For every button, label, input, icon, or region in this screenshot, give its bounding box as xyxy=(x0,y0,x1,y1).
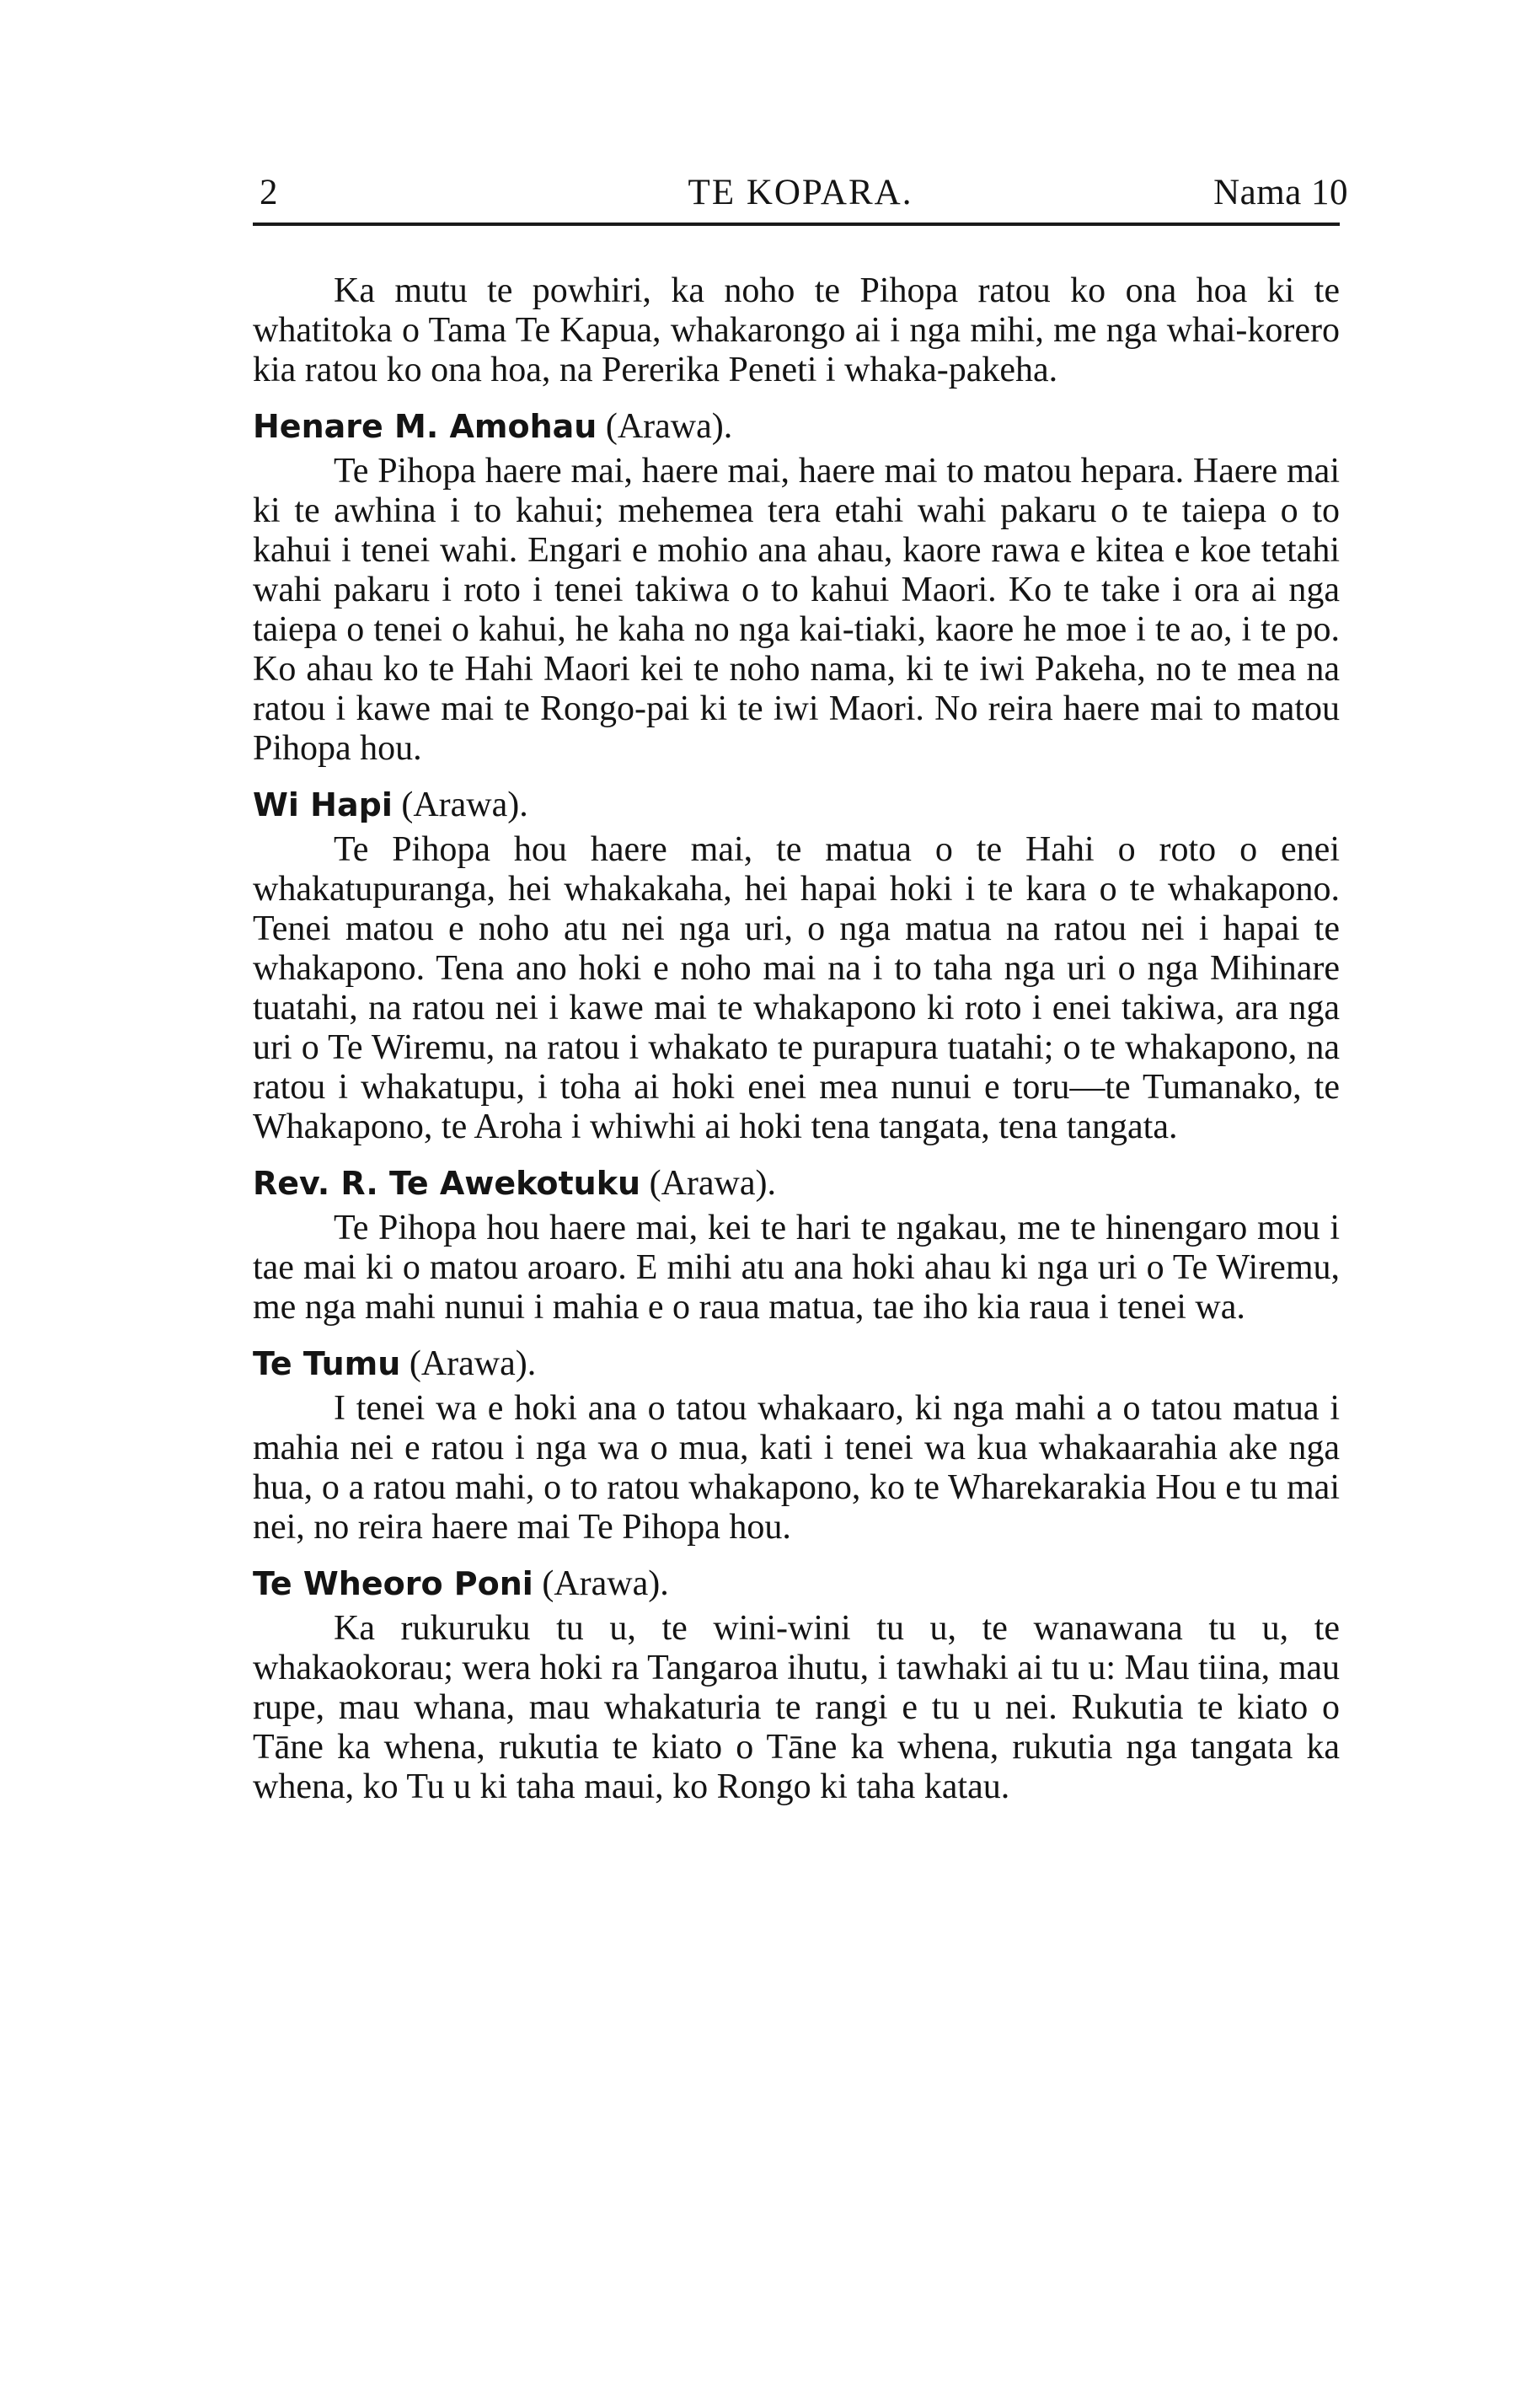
header-rule xyxy=(253,223,1340,226)
speaker-name: Rev. R. Te Awekotuku xyxy=(253,1165,641,1202)
body-text xyxy=(253,271,1340,1807)
speaker-name: Wi Hapi xyxy=(253,786,393,823)
page-number: 2 xyxy=(260,173,278,212)
speaker-tribe: (Arawa). xyxy=(542,1564,669,1603)
speaker-heading xyxy=(253,1164,1340,1204)
speaker-name: Henare M. Amohau xyxy=(253,408,597,445)
running-header xyxy=(253,165,1348,219)
speaker-tribe: (Arawa). xyxy=(649,1164,776,1203)
speaker-heading xyxy=(253,786,1340,825)
speaker-heading xyxy=(253,1564,1340,1604)
speech-paragraph: Te Pihopa haere mai, haere mai, haere mai to matou hepara. Haere mai ki te awhina i to kahui; mehemea tera etahi wahi pakaru o te taiepa o to kahui i tenei wahi. Engari e mohio ana ahau, kaore rawa e kitea e koe tetahi wahi pakaru i roto i tenei takiwa o to kahui Maori. Ko te take i ora ai nga taiepa o tenei o kahui, he kaha no nga kai-tiaki, kaore he moe i te ao, i te po. Ko ahau ko te Hahi Maori kei te noho nama, ki te iwi Pakeha, no te mea na ratou i kawe mai te Rongo-pai ki te iwi Maori. No reira haere mai to matou Pihopa hou. xyxy=(253,452,1340,768)
speaker-name: Te Wheoro Poni xyxy=(253,1565,533,1602)
speech-paragraph: Te Pihopa hou haere mai, kei te hari te ngakau, me te hinengaro mou i tae mai ki o matou aroaro. E mihi atu ana hoki ahau ki nga uri o Te Wiremu, me nga mahi nunui i mahia e o raua matua, tae iho kia raua i tenei wa. xyxy=(253,1209,1340,1327)
speaker-heading xyxy=(253,1344,1340,1384)
speaker-tribe: (Arawa). xyxy=(401,786,528,824)
speaker-tribe: (Arawa). xyxy=(409,1344,537,1383)
speech-paragraph: Te Pihopa hou haere mai, te matua o te Hahi o roto o enei whakatupuranga, hei whakakaha, hei hapai hoki i te kara o te whakapono. Tenei matou e noho atu nei nga uri, o nga matua na ratou nei i hapai te whakapono. Tena ano hoki e noho mai na i to taha nga uri o nga Mihinare tuatahi, na ratou nei i kawe mai te whakapono ki roto i enei takiwa, ara nga uri o Te Wiremu, na ratou i whakato te purapura tuatahi; o te whakapono, na ratou i whakatupu, i toha ai hoki enei mea nunui e toru—te Tumanako, te Whakapono, te Aroha i whiwhi ai hoki tena tangata, tena tangata. xyxy=(253,830,1340,1146)
running-title: TE KOPARA. xyxy=(688,173,913,212)
speaker-heading xyxy=(253,407,1340,447)
issue-number: Nama 10 xyxy=(1213,173,1348,212)
intro-paragraph: Ka mutu te powhiri, ka noho te Pihopa ratou ko ona hoa ki te whatitoka o Tama Te Kapua, whakarongo ai i nga mihi, me nga whai-korero kia ratou ko ona hoa, na Pererika Peneti i whaka-pakeha. xyxy=(253,271,1340,389)
speaker-name: Te Tumu xyxy=(253,1345,401,1382)
speech-paragraph: I tenei wa e hoki ana o tatou whakaaro, ki nga mahi a o tatou matua i mahia nei e ratou i nga wa o mua, kati i tenei wa kua whakaarahia ake nga hua, o a ratou mahi, o to ratou whakapono, ko te Wharekarakia Hou e tu mai nei, no reira haere mai Te Pihopa hou. xyxy=(253,1389,1340,1547)
speech-paragraph: Ka rukuruku tu u, te wini-wini tu u, te wanawana tu u, te whakaokorau; wera hoki ra Tangaroa ihutu, i tawhaki ai tu u: Mau tiina, mau rupe, mau whana, mau whakaturia te rangi e tu u nei. Rukutia te kiato o Tāne ka whena, rukutia te kiato o Tāne ka whena, rukutia nga tangata ka whena, ko Tu u ki taha maui, ko Rongo ki taha katau. xyxy=(253,1609,1340,1806)
speaker-tribe: (Arawa). xyxy=(605,407,733,446)
